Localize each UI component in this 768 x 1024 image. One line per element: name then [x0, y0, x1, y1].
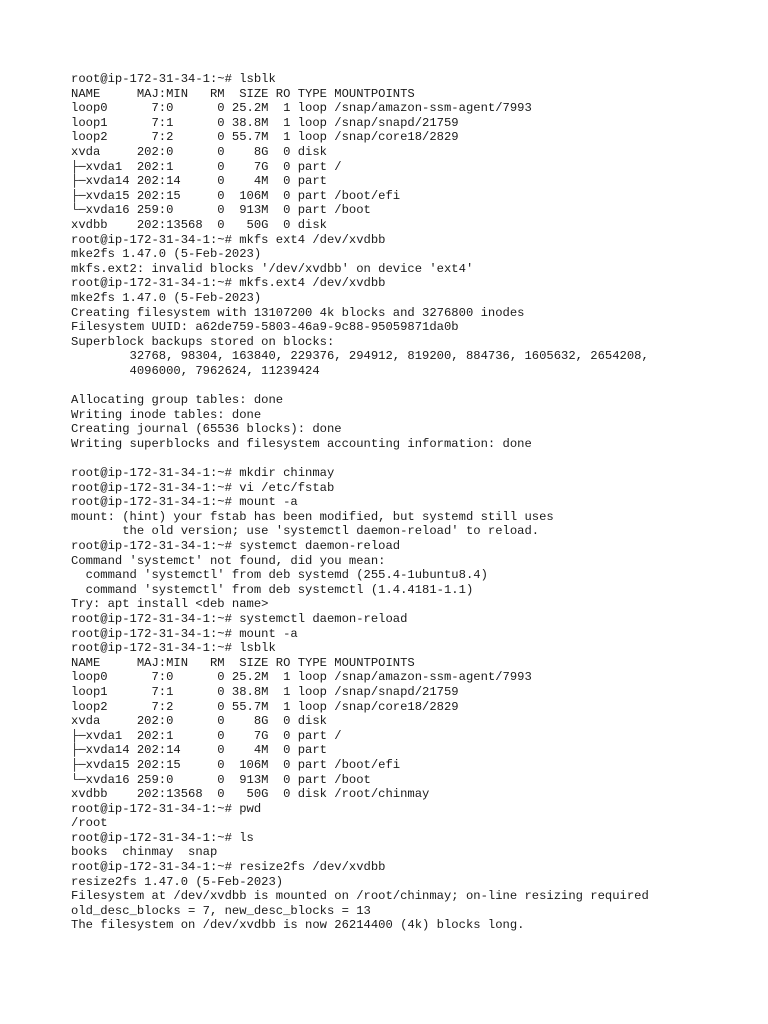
terminal-line: root@ip-172-31-34-1:~# systemctl daemon-reload [71, 611, 408, 626]
terminal-line: mount: (hint) your fstab has been modified, but systemd still uses [71, 509, 554, 524]
terminal-line: loop2 7:2 0 55.7M 1 loop /snap/core18/2829 [71, 130, 459, 145]
terminal-line: root@ip-172-31-34-1:~# mkdir chinmay [71, 466, 335, 481]
terminal-line [71, 378, 751, 393]
terminal-line: root@ip-172-31-34-1:~# mount -a [71, 626, 298, 641]
terminal-line: loop2 7:2 0 55.7M 1 loop /snap/core18/2829 [71, 699, 459, 714]
terminal-line: Creating journal (65536 blocks): done [71, 422, 342, 437]
terminal-line: Command 'systemct' not found, did you mean: [71, 553, 386, 568]
terminal-line: ├─xvda15 202:15 0 106M 0 part /boot/efi [71, 188, 401, 203]
terminal-line: loop0 7:0 0 25.2M 1 loop /snap/amazon-ssm-agent/7993 [71, 101, 532, 116]
terminal-line: Filesystem at /dev/xvdbb is mounted on /root/chinmay; on-line resizing required [71, 889, 649, 904]
terminal-line: the old version; use 'systemctl daemon-reload' to reload. [71, 524, 540, 539]
terminal-line: Writing inode tables: done [71, 407, 262, 422]
terminal-line: resize2fs 1.47.0 (5-Feb-2023) [71, 874, 284, 889]
terminal-line: ├─xvda1 202:1 0 7G 0 part / [71, 728, 342, 743]
terminal-line: command 'systemctl' from deb systemctl (1.4.4181-1.1) [71, 582, 474, 597]
terminal-line: 4096000, 7962624, 11239424 [71, 363, 320, 378]
terminal-line: root@ip-172-31-34-1:~# ls [71, 830, 254, 845]
terminal-line [71, 451, 751, 466]
terminal-line: root@ip-172-31-34-1:~# systemct daemon-reload [71, 539, 401, 553]
terminal-line: mke2fs 1.47.0 (5-Feb-2023) [71, 247, 262, 262]
terminal-line: /root [71, 816, 108, 831]
terminal-line: ├─xvda15 202:15 0 106M 0 part /boot/efi [71, 757, 401, 772]
terminal-line: mkfs.ext2: invalid blocks '/dev/xvdbb' on device 'ext4' [71, 261, 474, 276]
terminal-output [71, 72, 751, 933]
terminal-line: root@ip-172-31-34-1:~# pwd [71, 801, 262, 816]
terminal-line: old_desc_blocks = 7, new_desc_blocks = 13 [71, 903, 371, 918]
terminal-line: command 'systemctl' from deb systemd (255.4-1ubuntu8.4) [71, 568, 488, 583]
terminal-line: ├─xvda14 202:14 0 4M 0 part [71, 743, 327, 758]
terminal-line: Try: apt install <deb name> [71, 597, 269, 612]
terminal-line: root@ip-172-31-34-1:~# lsblk [71, 72, 276, 86]
terminal-line: root@ip-172-31-34-1:~# mkfs.ext4 /dev/xvdbb [71, 276, 386, 291]
terminal-line: root@ip-172-31-34-1:~# resize2fs /dev/xvdbb [71, 860, 386, 875]
terminal-line: Writing superblocks and filesystem accounting information: done [71, 436, 532, 451]
terminal-line: └─xvda16 259:0 0 913M 0 part /boot [71, 203, 371, 218]
terminal-line: loop1 7:1 0 38.8M 1 loop /snap/snapd/21759 [71, 684, 459, 699]
terminal-line: xvdbb 202:13568 0 50G 0 disk [71, 217, 327, 232]
terminal-line: ├─xvda14 202:14 0 4M 0 part [71, 174, 327, 189]
terminal-line: root@ip-172-31-34-1:~# lsblk [71, 641, 276, 656]
terminal-line: xvda 202:0 0 8G 0 disk [71, 144, 327, 159]
terminal-line: ├─xvda1 202:1 0 7G 0 part / [71, 159, 342, 174]
terminal-line: └─xvda16 259:0 0 913M 0 part /boot [71, 772, 371, 787]
terminal-line: NAME MAJ:MIN RM SIZE RO TYPE MOUNTPOINTS [71, 86, 415, 101]
terminal-line: Creating filesystem with 13107200 4k blocks and 3276800 inodes [71, 305, 525, 320]
terminal-line: xvda 202:0 0 8G 0 disk [71, 714, 327, 729]
terminal-line: Filesystem UUID: a62de759-5803-46a9-9c88-95059871da0b [71, 320, 459, 335]
terminal-line: 32768, 98304, 163840, 229376, 294912, 819200, 884736, 1605632, 2654208, [71, 349, 649, 364]
terminal-line: The filesystem on /dev/xvdbb is now 26214400 (4k) blocks long. [71, 918, 525, 933]
terminal-line: books chinmay snap [71, 845, 218, 860]
terminal-line: Superblock backups stored on blocks: [71, 334, 335, 349]
terminal-line: Allocating group tables: done [71, 393, 284, 408]
terminal-line: root@ip-172-31-34-1:~# mkfs ext4 /dev/xvdbb [71, 232, 386, 247]
terminal-line: NAME MAJ:MIN RM SIZE RO TYPE MOUNTPOINTS [71, 655, 415, 670]
terminal-line: xvdbb 202:13568 0 50G 0 disk /root/chinmay [71, 787, 430, 802]
terminal-line: loop1 7:1 0 38.8M 1 loop /snap/snapd/21759 [71, 115, 459, 130]
terminal-line: root@ip-172-31-34-1:~# mount -a [71, 495, 298, 510]
terminal-line: root@ip-172-31-34-1:~# vi /etc/fstab [71, 480, 335, 495]
terminal-line: mke2fs 1.47.0 (5-Feb-2023) [71, 290, 262, 305]
terminal-line: loop0 7:0 0 25.2M 1 loop /snap/amazon-ssm-agent/7993 [71, 670, 532, 685]
